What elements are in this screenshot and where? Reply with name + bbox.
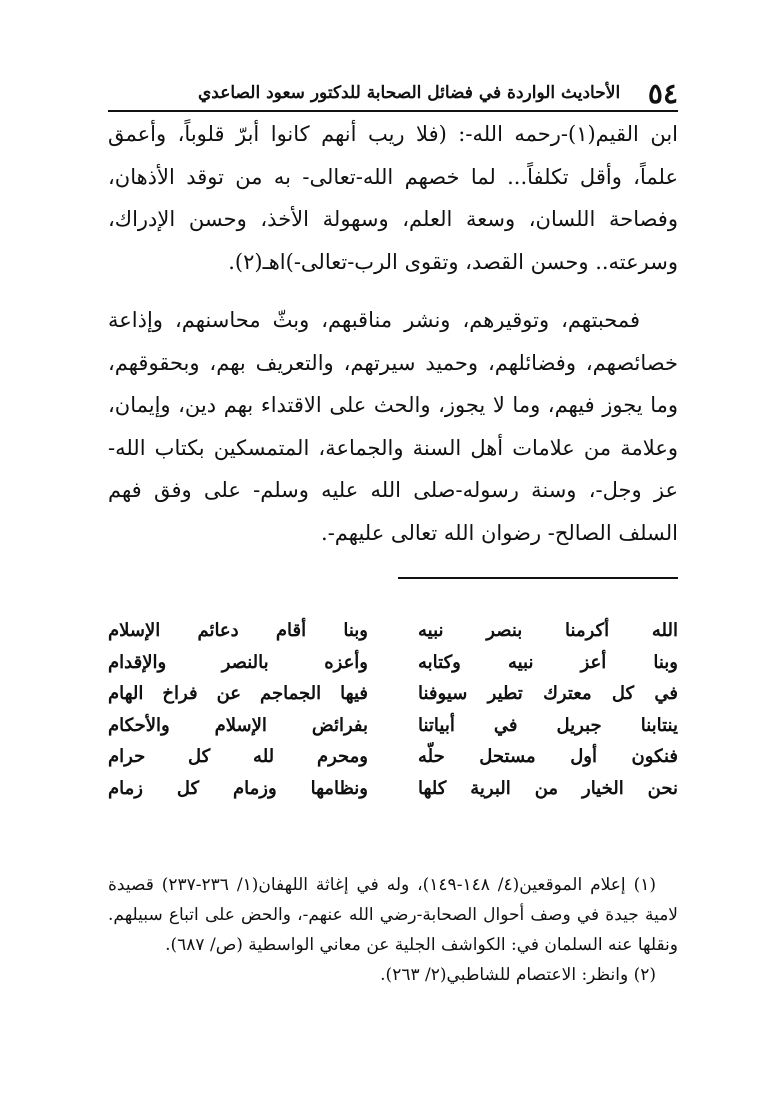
verse-first-hemistich: فنكون أول مستحل حلّه bbox=[418, 746, 678, 767]
verse-first-hemistich: ينتابنا جبريل في أبياتنا bbox=[418, 714, 678, 736]
verse-second-hemistich: وبنا أقام دعائم الإسلام bbox=[108, 620, 368, 641]
verse-first-hemistich: وبنا أعز نبيه وكتابه bbox=[418, 651, 678, 673]
poem-verse bbox=[108, 678, 678, 710]
footnotes bbox=[108, 870, 678, 990]
page-number: ٥٤ bbox=[647, 76, 678, 110]
footnote-2: (٢) وانظر: الاعتصام للشاطبي(٢/ ٢٦٣). bbox=[380, 965, 656, 985]
paragraph-commentary: فمحبتهم، وتوقيرهم، ونشر مناقبهم، وبثّ محاسنهم، وإذاعة خصائصهم، وفضائلهم، وحميد سيرتهم، والتعريف بهم، وبحقوقهم، وما يجوز فيهم، وما لا يجوز، والحث على الاقتداء بهم دين، وإيمان، وعلامة من علامات أهل السنة والجماعة، المتمسكين بكتاب الله-عز وجل-، وسنة رسوله-صلى الله عليه وسلم- على وفق فهم السلف الصالح- رضوان الله تعالى عليهم-. bbox=[108, 308, 678, 545]
poem-verse bbox=[108, 615, 678, 647]
main-text bbox=[108, 113, 678, 554]
verse-first-hemistich: في كل معترك تطير سيوفنا bbox=[418, 683, 678, 704]
verse-second-hemistich: ومحرم لله كل حرام bbox=[108, 746, 368, 767]
poem bbox=[108, 615, 678, 804]
verse-second-hemistich: ونظامها وزمام كل زمام bbox=[108, 777, 368, 799]
verse-second-hemistich: بفرائض الإسلام والأحكام bbox=[108, 714, 368, 736]
running-title: الأحاديث الواردة في فضائل الصحابة للدكتور سعود الصاعدي bbox=[198, 83, 621, 103]
separator-line bbox=[398, 577, 678, 579]
page-header bbox=[108, 76, 678, 112]
poem-verse bbox=[108, 741, 678, 773]
verse-second-hemistich: فيها الجماجم عن فراخ الهام bbox=[108, 683, 368, 704]
verse-second-hemistich: وأعزه بالنصر والإقدام bbox=[108, 651, 368, 673]
poem-verse bbox=[108, 773, 678, 805]
paragraph-quote: ابن القيم(١)-رحمه الله-: (فلا ريب أنهم كانوا أبرّ قلوباً، وأعمق علماً، وأقل تكلفاً... لما خصهم الله-تعالى- به من توقد الأذهان، وفصاحة اللسان، وسعة العلم، وسهولة الأخذ، وحسن الإدراك، وسرعته.. وحسن القصد، وتقوى الرب-تعالى-)اهـ(٢). bbox=[108, 122, 678, 274]
footnote-1: (١) إعلام الموقعين(٤/ ١٤٨-١٤٩)، وله في إغاثة اللهفان(١/ ٢٣٦-٢٣٧) قصيدة لامية جيدة في وصف أحوال الصحابة-رضي الله عنهم-، والحض على اتباع سبيلهم. ونقلها عنه السلمان في: الكواشف الجلية عن معاني الواسطية (ص/ ٦٨٧). bbox=[108, 875, 679, 955]
verse-first-hemistich: نحن الخيار من البرية كلها bbox=[418, 777, 678, 799]
poem-verse bbox=[108, 647, 678, 679]
verse-first-hemistich: الله أكرمنا بنصر نبيه bbox=[418, 620, 678, 641]
poem-verse bbox=[108, 710, 678, 742]
